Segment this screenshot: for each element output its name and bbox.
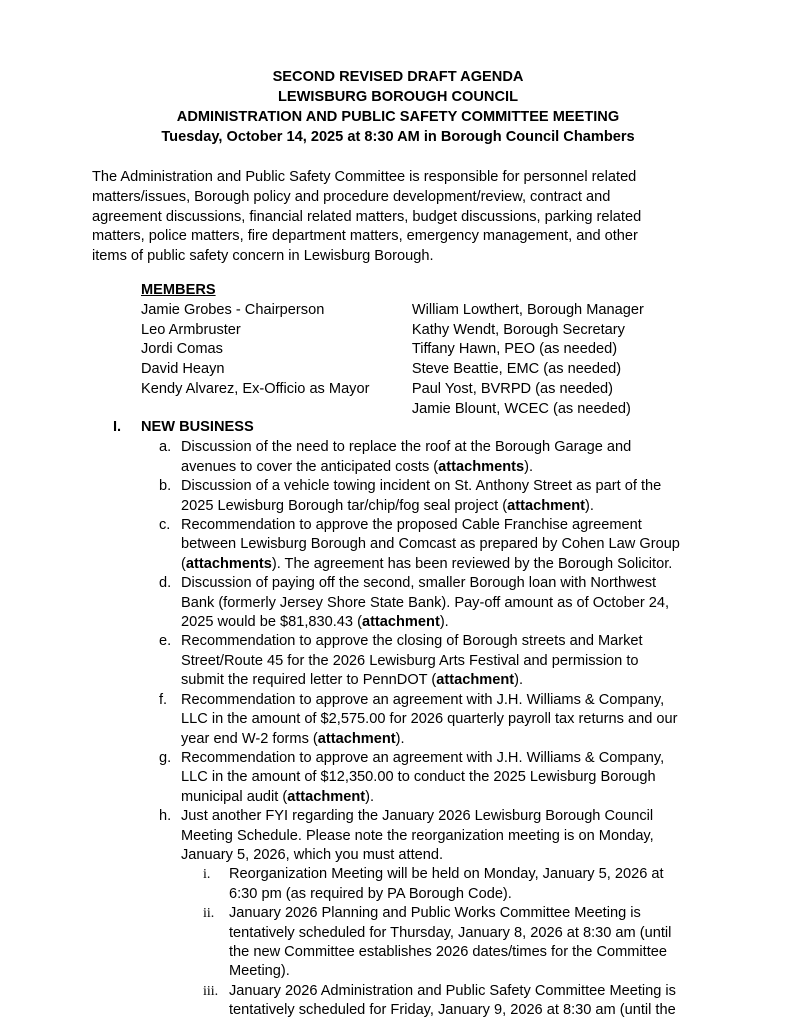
agenda-item-line: Recommendation to approve an agreement with J.H. Williams & Company, <box>181 691 665 708</box>
agenda-subitem-line: tentatively scheduled for Thursday, January 8, 2026 at 8:30 am (until <box>229 924 672 941</box>
agenda-item-line: Bank (formerly Jersey Shore State Bank). Pay-off amount as of October 24, <box>181 594 670 611</box>
intro-paragraph <box>92 168 732 267</box>
staff-name: Steve Beattie, EMC (as needed) <box>411 361 622 378</box>
agenda-item-line: Discussion of paying off the second, smaller Borough loan with Northwest <box>181 575 657 592</box>
agenda-item <box>113 807 733 865</box>
agenda-subitem-label: iii. <box>203 983 219 999</box>
intro-line: agreement discussions, financial related matters, budget discussions, parking related <box>92 208 642 225</box>
new-business-section <box>113 418 733 1021</box>
staff-name: Paul Yost, BVRPD (as needed) <box>411 380 614 397</box>
item-text: 2025 would be $81,830.43 ( <box>181 614 362 631</box>
agenda-item-line: Recommendation to approve the proposed Cable Franchise agreement <box>181 517 642 534</box>
header-line-2: LEWISBURG BOROUGH COUNCIL <box>278 89 518 105</box>
item-text: ). <box>365 788 375 805</box>
header-line-3: ADMINISTRATION AND PUBLIC SAFETY COMMITTEE MEETING <box>176 109 620 125</box>
attachment-reference: attachments <box>438 458 525 475</box>
intro-line: matters/issues, Borough policy and procedure development/review, contract and <box>92 188 611 205</box>
agenda-item <box>113 574 733 632</box>
item-text: municipal audit ( <box>181 788 288 805</box>
agenda-item-line: LLC in the amount of $12,350.00 to conduct the 2025 Lewisburg Borough <box>181 769 656 786</box>
attachment-reference: attachment <box>317 730 396 747</box>
intro-line: matters, police matters, fire department matters, emergency management, and other <box>92 228 638 245</box>
attachment-reference: attachment <box>507 497 585 514</box>
agenda-item-line <box>181 788 733 807</box>
item-text: ). <box>514 672 524 689</box>
agenda-subitem-line: tentatively scheduled for Friday, January 9, 2026 at 8:30 am (until the <box>229 1002 676 1019</box>
members-right-column <box>412 301 701 420</box>
item-text: ). <box>439 614 449 631</box>
agenda-subitem <box>113 904 733 982</box>
item-text: avenues to cover the anticipated costs ( <box>181 458 439 475</box>
agenda-item <box>113 516 733 574</box>
attachment-reference: attachment <box>287 788 366 805</box>
agenda-item-line: between Lewisburg Borough and Comcast as prepared by Cohen Law Group <box>181 536 680 553</box>
agenda-item <box>113 632 733 690</box>
agenda-item-line <box>181 497 733 516</box>
member-name: Leo Armbruster <box>141 321 241 338</box>
intro-line: The Administration and Public Safety Committee is responsible for personnel related <box>92 169 637 185</box>
agenda-subitem-line: Reorganization Meeting will be held on Monday, January 5, 2026 at <box>229 866 664 883</box>
agenda-item-line: Discussion of a vehicle towing incident on St. Anthony Street as part of the <box>181 478 662 495</box>
section-number: I. <box>113 419 122 435</box>
item-text: ). <box>524 458 534 475</box>
agenda-item <box>113 477 733 516</box>
item-text: ( <box>181 555 186 572</box>
agenda-item-line: LLC in the amount of $2,575.00 for 2026 quarterly payroll tax returns and our <box>181 711 678 728</box>
agenda-items-list <box>113 438 733 1020</box>
section-heading <box>113 418 733 437</box>
agenda-item <box>113 749 733 807</box>
agenda-item-line <box>181 613 733 632</box>
members-title: MEMBERS <box>141 282 216 298</box>
agenda-item-label: c. <box>159 517 171 534</box>
staff-name: Tiffany Hawn, PEO (as needed) <box>411 341 618 358</box>
agenda-item-line: Meeting Schedule. Please note the reorganization meeting is on Monday, <box>181 827 654 844</box>
agenda-subitem-label: i. <box>203 867 211 883</box>
agenda-subitem <box>113 982 733 1021</box>
agenda-item-line: Street/Route 45 for the 2026 Lewisburg Arts Festival and permission to <box>181 652 639 669</box>
agenda-subitem-label: ii. <box>203 906 215 922</box>
attachment-reference: attachments <box>185 555 272 572</box>
agenda-item-line: January 5, 2026, which you must attend. <box>181 846 444 863</box>
agenda-item-line <box>181 555 733 574</box>
intro-line: items of public safety concern in Lewisburg Borough. <box>92 248 434 265</box>
agenda-item-label: h. <box>159 808 172 825</box>
agenda-item-label: f. <box>159 691 168 708</box>
section-title: NEW BUSINESS <box>141 419 254 435</box>
attachment-reference: attachment <box>436 672 515 689</box>
members-left-column <box>141 301 412 420</box>
agenda-item-label: e. <box>159 633 172 650</box>
agenda-item-line: Recommendation to approve an agreement with J.H. Williams & Company, <box>181 749 665 766</box>
agenda-item-line: Just another FYI regarding the January 2026 Lewisburg Borough Council <box>181 808 654 825</box>
agenda-item-line <box>181 730 733 749</box>
agenda-item <box>113 691 733 749</box>
agenda-item-line: Recommendation to approve the closing of Borough streets and Market <box>181 633 643 650</box>
member-name: Kendy Alvarez, Ex-Officio as Mayor <box>141 380 370 397</box>
staff-name: Jamie Blount, WCEC (as needed) <box>411 400 631 417</box>
members-block <box>141 281 701 420</box>
item-text: ). <box>584 497 594 514</box>
attachment-reference: attachment <box>361 614 440 631</box>
staff-name: Kathy Wendt, Borough Secretary <box>411 321 625 338</box>
agenda-subitem-line: Meeting). <box>229 963 290 980</box>
item-text: 2025 Lewisburg Borough tar/chip/fog seal project ( <box>181 497 508 514</box>
agenda-item-label: a. <box>159 439 172 456</box>
agenda-item-line <box>181 671 733 690</box>
agenda-item-label: b. <box>159 478 172 495</box>
agenda-item-label: g. <box>159 749 172 766</box>
staff-name: William Lowthert, Borough Manager <box>411 301 644 318</box>
member-name: Jordi Comas <box>141 341 223 358</box>
item-text: ). <box>395 730 405 747</box>
agenda-item-line <box>181 458 733 477</box>
member-name: Jamie Grobes - Chairperson <box>141 301 325 318</box>
item-text: year end W-2 forms ( <box>181 730 318 747</box>
agenda-subitem <box>113 865 733 904</box>
agenda-subitem-line: the new Committee establishes 2026 dates/times for the Committee <box>229 943 668 960</box>
item-text: ). The agreement has been reviewed by the Borough Solicitor. <box>271 555 673 572</box>
agenda-item-label: d. <box>159 575 172 592</box>
item-text: submit the required letter to PennDOT ( <box>181 672 437 689</box>
agenda-item-line: Discussion of the need to replace the roof at the Borough Garage and <box>181 439 632 456</box>
member-name: David Heayn <box>141 361 225 378</box>
header-line-4: Tuesday, October 14, 2025 at 8:30 AM in Borough Council Chambers <box>161 129 635 145</box>
agenda-item <box>113 438 733 477</box>
agenda-subitem-line: 6:30 pm (as required by PA Borough Code). <box>229 885 512 902</box>
agenda-subitem-line: January 2026 Administration and Public Safety Committee Meeting is <box>229 982 676 999</box>
header-line-1: SECOND REVISED DRAFT AGENDA <box>272 69 524 85</box>
agenda-header <box>0 67 796 147</box>
agenda-subitem-line: January 2026 Planning and Public Works Committee Meeting is <box>229 905 641 922</box>
